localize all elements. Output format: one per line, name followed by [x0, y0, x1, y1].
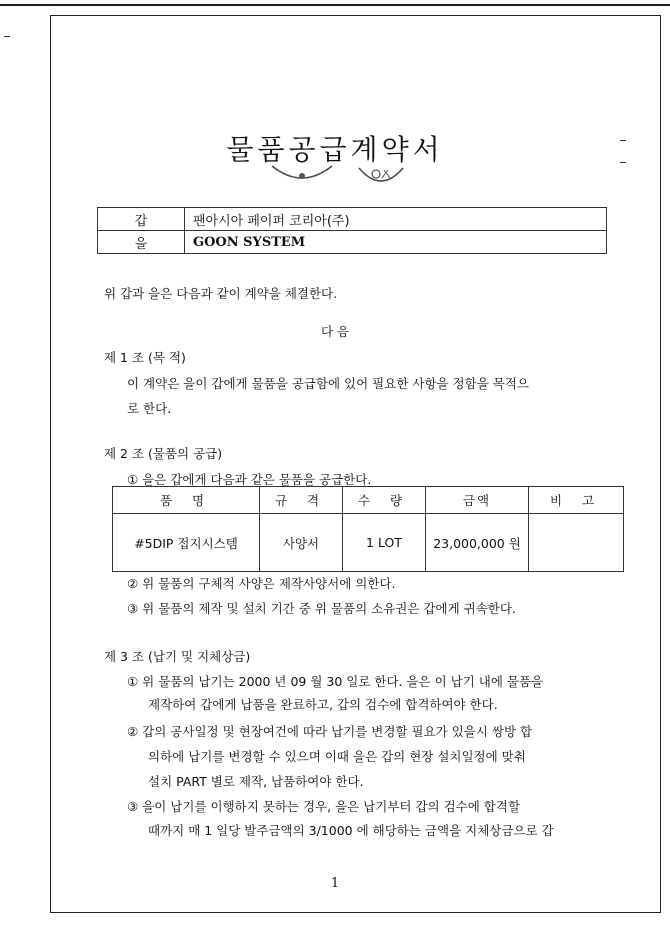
- article-3-item-2: ② 갑의 공사일정 및 현장여건에 따라 납기를 변경할 필요가 있을시 쌍방 합: [127, 724, 533, 739]
- cell-spec: 사양서: [260, 514, 343, 572]
- article-3-title: 제 3 조 (납기 및 지체상금): [104, 649, 251, 664]
- page-number: 1: [330, 876, 340, 891]
- party-role: 을: [98, 231, 185, 254]
- article-1-line: 이 계약은 을이 갑에게 물품을 공급함에 있어 필요한 사항을 정함을 목적으: [127, 376, 529, 391]
- party-name: GOON SYSTEM: [185, 231, 607, 254]
- column-header-amount: 금액: [426, 487, 529, 514]
- column-header-item: 품 명: [113, 487, 260, 514]
- cell-amount: 23,000,000 원: [426, 514, 529, 572]
- column-header-quantity: 수 량: [343, 487, 426, 514]
- cell-remarks: [529, 514, 624, 572]
- party-name: 팬아시아 페이퍼 코리아(주): [185, 208, 607, 231]
- intro-text: 위 갑과 을은 다음과 같이 계약을 체결한다.: [104, 286, 338, 301]
- edge-mark: [4, 36, 10, 37]
- article-3-item-1-cont: 제작하여 갑에게 납품을 완료하고, 갑의 검수에 합격하여야 한다.: [148, 697, 498, 712]
- party-row: [98, 231, 607, 254]
- column-header-remarks: 비 고: [529, 487, 624, 514]
- seal-stamp-right: [356, 160, 406, 190]
- column-header-spec: 규 격: [260, 487, 343, 514]
- article-2-item-1: ① 을은 갑에게 다음과 같은 물품을 공급한다.: [127, 472, 372, 487]
- goods-table-header: [113, 487, 624, 514]
- article-2-item-3: ③ 위 물품의 제작 및 설치 기간 중 위 물품의 소유권은 갑에게 귀속한다.: [127, 601, 516, 616]
- article-2-item-2: ② 위 물품의 구체적 사양은 제작사양서에 의한다.: [127, 576, 396, 591]
- article-2-title: 제 2 조 (물품의 공급): [104, 446, 223, 461]
- document-title: 물품공급계약서: [226, 133, 444, 166]
- heading-next: 다 음: [320, 324, 350, 339]
- cell-item: #5DIP 접지시스템: [113, 514, 260, 572]
- cell-quantity: 1 LOT: [343, 514, 426, 572]
- table-row: [113, 514, 624, 572]
- article-3-item-1: ① 위 물품의 납기는 2000 년 09 월 30 일로 한다. 을은 이 납기 내에 물품을: [127, 674, 544, 689]
- seal-stamp-left: [268, 160, 336, 186]
- goods-table: [112, 486, 624, 572]
- top-border-line: [0, 4, 670, 6]
- party-row: [98, 208, 607, 231]
- article-3-item-2-cont: 의하에 납기를 변경할 수 있으며 이때 을은 갑의 현장 설치일정에 맞춰: [148, 749, 526, 764]
- party-role: 갑: [98, 208, 185, 231]
- article-3-item-2-cont: 설치 PART 별로 제작, 납품하여야 한다.: [148, 774, 364, 789]
- article-3-item-3: ③ 을이 납기를 이행하지 못하는 경우, 을은 납기부터 갑의 검수에 합격할: [127, 799, 521, 814]
- article-1-line: 로 한다.: [127, 401, 172, 416]
- parties-table: [97, 207, 607, 254]
- article-3-item-3-cont: 때까지 매 1 일당 발주금액의 3/1000 에 해당하는 금액을 지체상금으로 갑: [148, 823, 554, 838]
- article-1-title: 제 1 조 (목 적): [104, 350, 186, 365]
